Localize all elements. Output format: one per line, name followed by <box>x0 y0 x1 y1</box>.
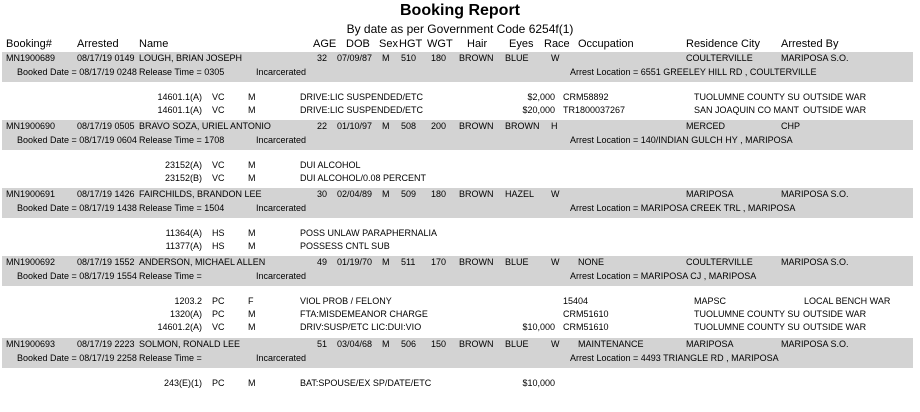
person-name: BRAVO SOZA, URIEL ANTONIO <box>139 121 271 131</box>
charge-code: 23152(B) <box>164 173 202 183</box>
charge-description: DRIV:SUSP/ETC LIC:DUI:VIO <box>300 322 422 332</box>
charge-description: DRIVE:LIC SUSPENDED/ETC <box>300 92 424 102</box>
warrant-type: OUTSIDE WAR <box>803 309 867 319</box>
charge-level: F <box>248 296 254 306</box>
report-subtitle: By date as per Government Code 6254f(1) <box>346 22 574 36</box>
age-value: 32 <box>317 53 328 63</box>
age-value: 51 <box>317 339 328 349</box>
header-booking: Booking# <box>6 38 52 50</box>
header-sex: Sex <box>379 38 398 50</box>
height-value: 506 <box>401 339 417 349</box>
height-value: 510 <box>401 53 417 63</box>
charge-code: 23152(A) <box>164 160 202 170</box>
release-time: Release Time = 1708 <box>139 135 225 145</box>
charge-code: 14601.2(A) <box>157 322 202 332</box>
booking-number: MN1900689 <box>6 53 56 63</box>
charge-level: M <box>248 309 256 319</box>
booking-number: MN1900693 <box>6 339 56 349</box>
eyes-value: BLUE <box>505 257 529 267</box>
charge-type: VC <box>212 173 225 183</box>
header-occupation: Occupation <box>578 38 634 50</box>
booked-date: Booked Date = 08/17/19 2258 <box>17 353 137 363</box>
sex-value: M <box>382 121 390 131</box>
charge-level: M <box>248 228 256 238</box>
dob-value: 01/19/70 <box>337 257 373 267</box>
arrested-by-value: MARIPOSA S.O. <box>781 189 849 199</box>
weight-value: 200 <box>431 121 447 131</box>
dob-value: 07/09/87 <box>337 53 373 63</box>
arrested-by-value: MARIPOSA S.O. <box>781 53 849 63</box>
header-race: Race <box>544 38 570 50</box>
height-value: 508 <box>401 121 417 131</box>
occupation-value: MAINTENANCE <box>578 339 644 349</box>
person-name: FAIRCHILDS, BRANDON LEE <box>139 189 262 199</box>
charge-type: PC <box>212 309 225 319</box>
charge-type: VC <box>212 322 225 332</box>
bail-amount: $10,000 <box>522 378 555 388</box>
warrant-agency: TUOLUMNE COUNTY SU <box>694 92 800 102</box>
race-value: H <box>551 121 558 131</box>
charge-type: HS <box>212 228 225 238</box>
charge-description: POSS UNLAW PARAPHERNALIA <box>300 228 438 238</box>
release-time: Release Time = <box>139 271 202 281</box>
charge-code: 11364(A) <box>165 228 202 238</box>
release-time: Release Time = 0305 <box>139 67 225 77</box>
arrested-by-value: MARIPOSA S.O. <box>781 339 849 349</box>
sex-value: M <box>382 257 390 267</box>
sex-value: M <box>382 189 390 199</box>
booked-date: Booked Date = 08/17/19 0248 <box>17 67 137 77</box>
eyes-value: BLUE <box>505 339 529 349</box>
residence-city-value: MARIPOSA <box>686 189 734 199</box>
header-age: AGE <box>313 38 337 50</box>
arrested-datetime: 08/17/19 0149 <box>77 53 135 63</box>
charge-type: PC <box>212 378 225 388</box>
person-name: SOLMON, RONALD LEE <box>139 339 241 349</box>
report-title: Booking Report <box>400 2 520 19</box>
hair-value: BROWN <box>459 257 494 267</box>
age-value: 22 <box>317 121 328 131</box>
warrant-agency: SAN JOAQUIN CO MANT <box>694 105 800 115</box>
custody-status: Incarcerated <box>256 271 307 281</box>
person-name: LOUGH, BRIAN JOSEPH <box>139 53 243 63</box>
booked-date: Booked Date = 08/17/19 0604 <box>17 135 137 145</box>
header-eyes: Eyes <box>509 38 534 50</box>
arrest-location: Arrest Location = 4493 TRIANGLE RD , MARIPOSA <box>570 353 779 363</box>
arrest-location: Arrest Location = 140/INDIAN GULCH HY , MARIPOSA <box>570 135 793 145</box>
arrested-by-value: CHP <box>781 121 801 131</box>
header-hair: Hair <box>467 38 488 50</box>
charge-description: DRIVE:LIC SUSPENDED/ETC <box>300 105 424 115</box>
arrest-location: Arrest Location = MARIPOSA CREEK TRL , MARIPOSA <box>570 203 796 213</box>
eyes-value: HAZEL <box>505 189 535 199</box>
dob-value: 01/10/97 <box>337 121 373 131</box>
height-value: 511 <box>401 257 416 267</box>
charge-type: VC <box>212 160 225 170</box>
residence-city-value: COULTERVILLE <box>686 53 753 63</box>
age-value: 30 <box>317 189 328 199</box>
warrant-type: OUTSIDE WAR <box>803 92 867 102</box>
hair-value: BROWN <box>459 121 494 131</box>
charge-code: 14601.1(A) <box>157 92 202 102</box>
booked-date: Booked Date = 08/17/19 1438 <box>17 203 137 213</box>
charge-level: M <box>248 241 256 251</box>
bail-amount: $2,000 <box>527 92 555 102</box>
header-arrested: Arrested <box>77 38 119 50</box>
warrant-type: LOCAL BENCH WAR <box>804 296 891 306</box>
bail-amount: $10,000 <box>522 322 555 332</box>
eyes-value: BROWN <box>505 121 540 131</box>
charge-level: M <box>248 378 256 388</box>
bail-amount: $20,000 <box>522 105 555 115</box>
warrant-agency: TUOLUMNE COUNTY SU <box>694 309 800 319</box>
charge-level: M <box>248 92 256 102</box>
weight-value: 180 <box>431 189 447 199</box>
charge-description: VIOL PROB / FELONY <box>300 296 392 306</box>
header-residence-city: Residence City <box>686 38 760 50</box>
dob-value: 02/04/89 <box>337 189 373 199</box>
race-value: W <box>551 53 560 63</box>
charge-description: POSSESS CNTL SUB <box>300 241 390 251</box>
hair-value: BROWN <box>459 339 494 349</box>
header-hgt: HGT <box>399 38 423 50</box>
residence-city-value: COULTERVILLE <box>686 257 753 267</box>
hair-value: BROWN <box>459 53 494 63</box>
residence-city-value: MARIPOSA <box>686 339 734 349</box>
arrested-datetime: 08/17/19 2223 <box>77 339 135 349</box>
warrant-number: CRM51610 <box>563 309 609 319</box>
occupation-value: NONE <box>578 257 605 267</box>
charge-level: M <box>248 160 256 170</box>
charge-description: DUI ALCOHOL/0.08 PERCENT <box>300 173 427 183</box>
charge-description: DUI ALCOHOL <box>300 160 361 170</box>
warrant-type: OUTSIDE WAR <box>803 322 867 332</box>
height-value: 509 <box>401 189 417 199</box>
charge-description: FTA:MISDEMEANOR CHARGE <box>300 309 428 319</box>
warrant-number: CRM51610 <box>563 322 609 332</box>
warrant-number: CRM58892 <box>563 92 609 102</box>
charge-code: 14601.1(A) <box>157 105 202 115</box>
dob-value: 03/04/68 <box>337 339 373 349</box>
custody-status: Incarcerated <box>256 353 307 363</box>
charge-description: BAT:SPOUSE/EX SP/DATE/ETC <box>300 378 432 388</box>
custody-status: Incarcerated <box>256 67 307 77</box>
header-arrested-by: Arrested By <box>781 38 839 50</box>
booking-number: MN1900690 <box>6 121 56 131</box>
arrested-by-value: MARIPOSA S.O. <box>781 257 849 267</box>
charge-type: VC <box>212 92 225 102</box>
hair-value: BROWN <box>459 189 494 199</box>
race-value: W <box>551 339 560 349</box>
arrested-datetime: 08/17/19 0505 <box>77 121 135 131</box>
weight-value: 170 <box>431 257 447 267</box>
race-value: W <box>551 257 560 267</box>
race-value: W <box>551 189 560 199</box>
release-time: Release Time = <box>139 353 202 363</box>
booking-number: MN1900692 <box>6 257 56 267</box>
warrant-type: OUTSIDE WAR <box>803 105 867 115</box>
release-time: Release Time = 1504 <box>139 203 225 213</box>
warrant-agency: MAPSC <box>694 296 727 306</box>
charge-code: 11377(A) <box>165 241 202 251</box>
age-value: 49 <box>317 257 328 267</box>
arrested-datetime: 08/17/19 1552 <box>77 257 135 267</box>
arrest-location: Arrest Location = MARIPOSA CJ , MARIPOSA <box>570 271 757 281</box>
custody-status: Incarcerated <box>256 203 307 213</box>
charge-code: 1203.2 <box>174 296 202 306</box>
charge-code: 1320(A) <box>169 309 202 319</box>
charge-level: M <box>248 105 256 115</box>
residence-city-value: MERCED <box>686 121 726 131</box>
header-wgt: WGT <box>427 38 453 50</box>
weight-value: 180 <box>431 53 447 63</box>
charge-type: PC <box>212 296 225 306</box>
warrant-number: 15404 <box>563 296 589 306</box>
person-name: ANDERSON, MICHAEL ALLEN <box>139 257 266 267</box>
header-dob: DOB <box>346 38 370 50</box>
warrant-number: TR1800037267 <box>563 105 626 115</box>
arrested-datetime: 08/17/19 1426 <box>77 189 135 199</box>
booking-number: MN1900691 <box>6 189 56 199</box>
booked-date: Booked Date = 08/17/19 1554 <box>17 271 137 281</box>
sex-value: M <box>382 339 390 349</box>
charge-type: HS <box>212 241 225 251</box>
arrest-location: Arrest Location = 6551 GREELEY HILL RD , COULTERVILLE <box>570 67 817 77</box>
charge-level: M <box>248 173 256 183</box>
warrant-agency: TUOLUMNE COUNTY SU <box>694 322 800 332</box>
charge-type: VC <box>212 105 225 115</box>
charge-level: M <box>248 322 256 332</box>
header-name: Name <box>139 38 169 50</box>
eyes-value: BLUE <box>505 53 529 63</box>
sex-value: M <box>382 53 390 63</box>
custody-status: Incarcerated <box>256 135 307 145</box>
weight-value: 150 <box>431 339 447 349</box>
charge-code: 243(E)(1) <box>163 378 202 388</box>
